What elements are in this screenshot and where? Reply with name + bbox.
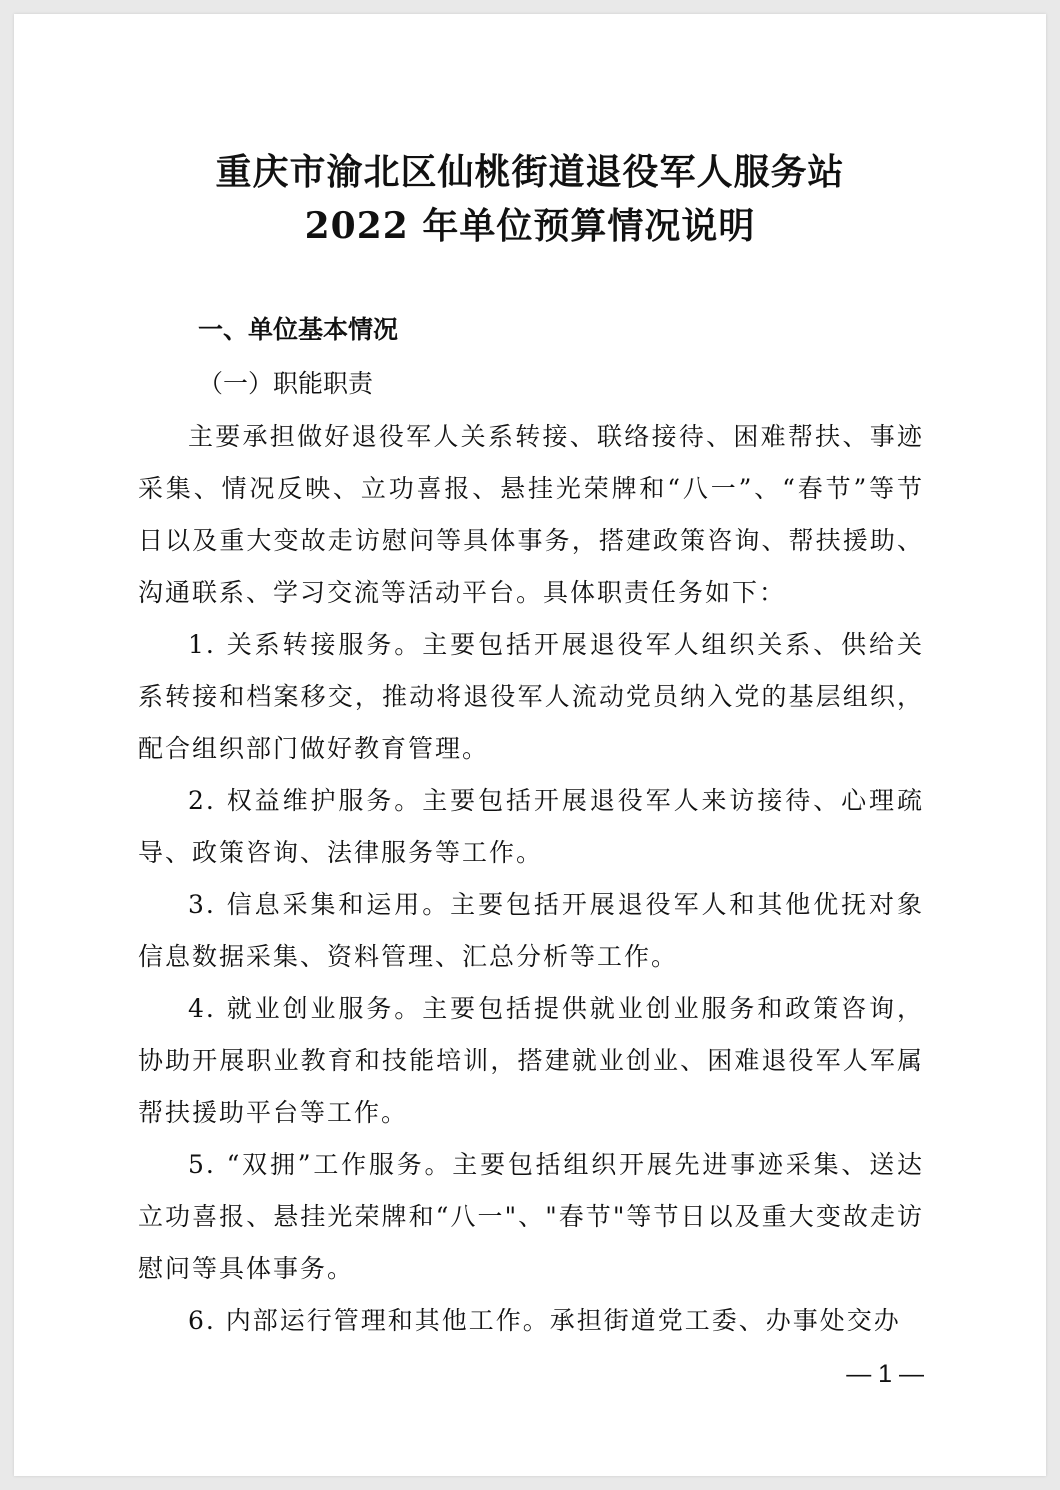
paragraph-item-5: 5. “双拥”工作服务。主要包括组织开展先进事迹采集、送达立功喜报、悬挂光荣牌和“八一"、"春节"等节日以及重大变故走访慰问等具体事务。	[138, 1150, 924, 1283]
paragraph-item-3: 3. 信息采集和运用。主要包括开展退役军人和其他优抚对象信息数据采集、资料管理、汇总分析等工作。	[138, 890, 924, 971]
paragraph-item-2: 2. 权益维护服务。主要包括开展退役军人来访接待、心理疏导、政策咨询、法律服务等工作。	[138, 786, 924, 867]
subsection-heading: （一）职能职责	[198, 369, 374, 398]
paragraph-item-4: 4. 就业创业服务。主要包括提供就业创业服务和政策咨询，协助开展职业教育和技能培训，搭建就业创业、困难退役军人军属帮扶援助平台等工作。	[138, 994, 924, 1127]
paragraph-intro: 主要承担做好退役军人关系转接、联络接待、困难帮扶、事迹采集、情况反映、立功喜报、悬挂光荣牌和“八一”、“春节”等节日以及重大变故走访慰问等具体事务，搭建政策咨询、帮扶援助、沟通联系、学习交流等活动平台。具体职责任务如下：	[138, 422, 924, 607]
document-page	[14, 14, 1046, 1476]
paragraph-item-1: 1. 关系转接服务。主要包括开展退役军人组织关系、供给关系转接和档案移交，推动将退役军人流动党员纳入党的基层组织，配合组织部门做好教育管理。	[138, 630, 924, 763]
document-title-line1: 重庆市渝北区仙桃街道退役军人服务站	[215, 151, 845, 193]
page-number: — 1 —	[846, 1360, 924, 1388]
section-heading: 一、单位基本情况	[198, 315, 399, 344]
paragraph-item-6: 6. 内部运行管理和其他工作。承担街道党工委、办事处交办	[188, 1306, 901, 1335]
document-body	[138, 411, 924, 1347]
document-title-line2: 2022 年单位预算情况说明	[304, 205, 756, 247]
